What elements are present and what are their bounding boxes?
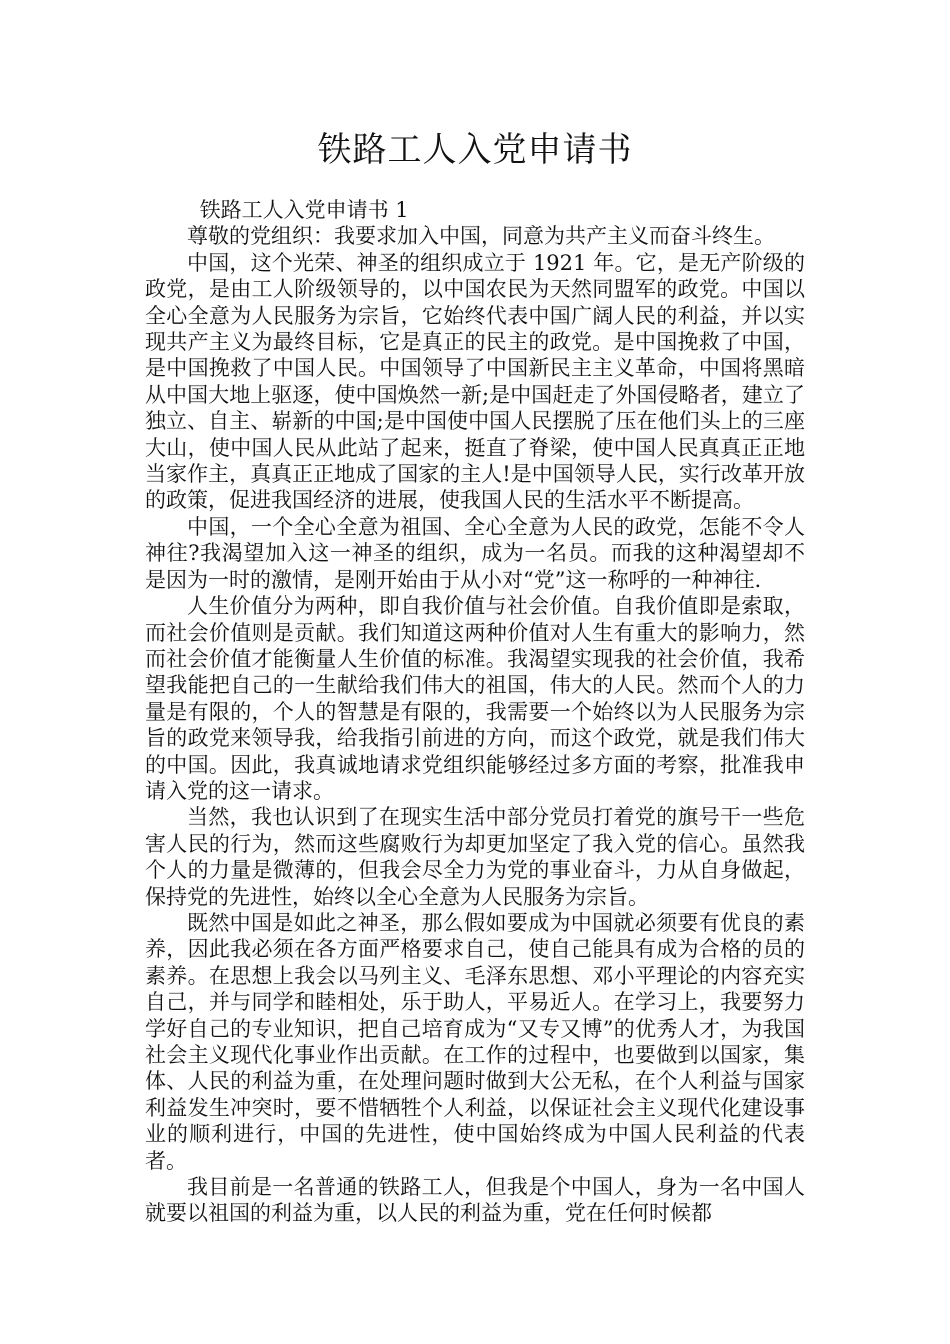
document-title: 铁路工人入党申请书 xyxy=(317,130,633,170)
paragraph: 中国，这个光荣、神圣的组织成立于 1921 年。它，是无产阶级的政党，是由工人阶级领导的，以中国农民为天然同盟军的政党。中国以全心全意为人民服务为宗旨，它始终代表中国广阔人民的利益，并以实现共产主义为最终目标，它是真正的民主的政党。是中国挽救了中国，是中国挽救了中国人民。中国领导了中国新民主主义革命，中国将黑暗从中国大地上驱逐，使中国焕然一新;是中国赶走了外国侵略者，建立了独立、自主、崭新的中国;是中国使中国人民摆脱了压在他们头上的三座大山，使中国人民从此站了起来，挺直了脊梁，使中国人民真真正正地当家作主，真真正正地成了国家的主人!是中国领导人民，实行改革开放的政策，促进我国经济的进展，使我国人民的生活水平不断提高。 xyxy=(145,250,805,513)
paragraph: 中国，一个全心全意为祖国、全心全意为人民的政党，怎能不令人神往?我渴望加入这一神圣的组织，成为一名员。而我的这种渴望却不是因为一时的激情，是刚开始由于从小对“党”这一称呼的一种神往. xyxy=(145,514,805,592)
paragraph: 既然中国是如此之神圣，那么假如要成为中国就必须要有优良的素养，因此我必须在各方面严格要求自己，使自己能具有成为合格的员的素养。在思想上我会以马列主义、毛泽东思想、邓小平理论的内容充实自己，并与同学和睦相处，乐于助人，平易近人。在学习上，我要努力学好自己的专业知识，把自己培育成为“又专又博”的优秀人才，为我国社会主义现代化事业作出贡献。在工作的过程中，也要做到以国家，集体、人民的利益为重，在处理问题时做到大公无私，在个人利益与国家利益发生冲突时，要不惜牺牲个人利益，以保证社会主义现代化建设事业的顺利进行，中国的先进性，使中国始终成为中国人民利益的代表者。 xyxy=(145,910,805,1173)
paragraph: 当然，我也认识到了在现实生活中部分党员打着党的旗号干一些危害人民的行为，然而这些腐败行为却更加坚定了我入党的信心。虽然我个人的力量是微薄的，但我会尽全力为党的事业奋斗，力从自身做起，保持党的先进性，始终以全心全意为人民服务为宗旨。 xyxy=(145,805,805,909)
paragraph: 我目前是一名普通的铁路工人，但我是个中国人，身为一名中国人就要以祖国的利益为重，以人民的利益为重，党在任何时候都 xyxy=(145,1175,805,1226)
paragraph-salutation: 尊敬的党组织：我要求加入中国，同意为共产主义而奋斗终生。 xyxy=(187,224,775,249)
paragraph: 人生价值分为两种，即自我价值与社会价值。自我价值即是索取，而社会价值则是贡献。我们知道这两种价值对人生有重大的影响力，然而社会价值才能衡量人生价值的标准。我渴望实现我的社会价值，我希望我能把自己的一生献给我们伟大的祖国，伟大的人民。然而个人的力量是有限的，个人的智慧是有限的，我需要一个始终以为人民服务为宗旨的政党来领导我，给我指引前进的方向，而这个政党，就是我们伟大的中国。因此，我真诚地请求党组织能够经过多方面的考察，批准我申请入党的这一请求。 xyxy=(145,594,805,803)
document-body xyxy=(145,197,805,1227)
document-subtitle: 铁路工人入党申请书 1 xyxy=(199,198,409,222)
